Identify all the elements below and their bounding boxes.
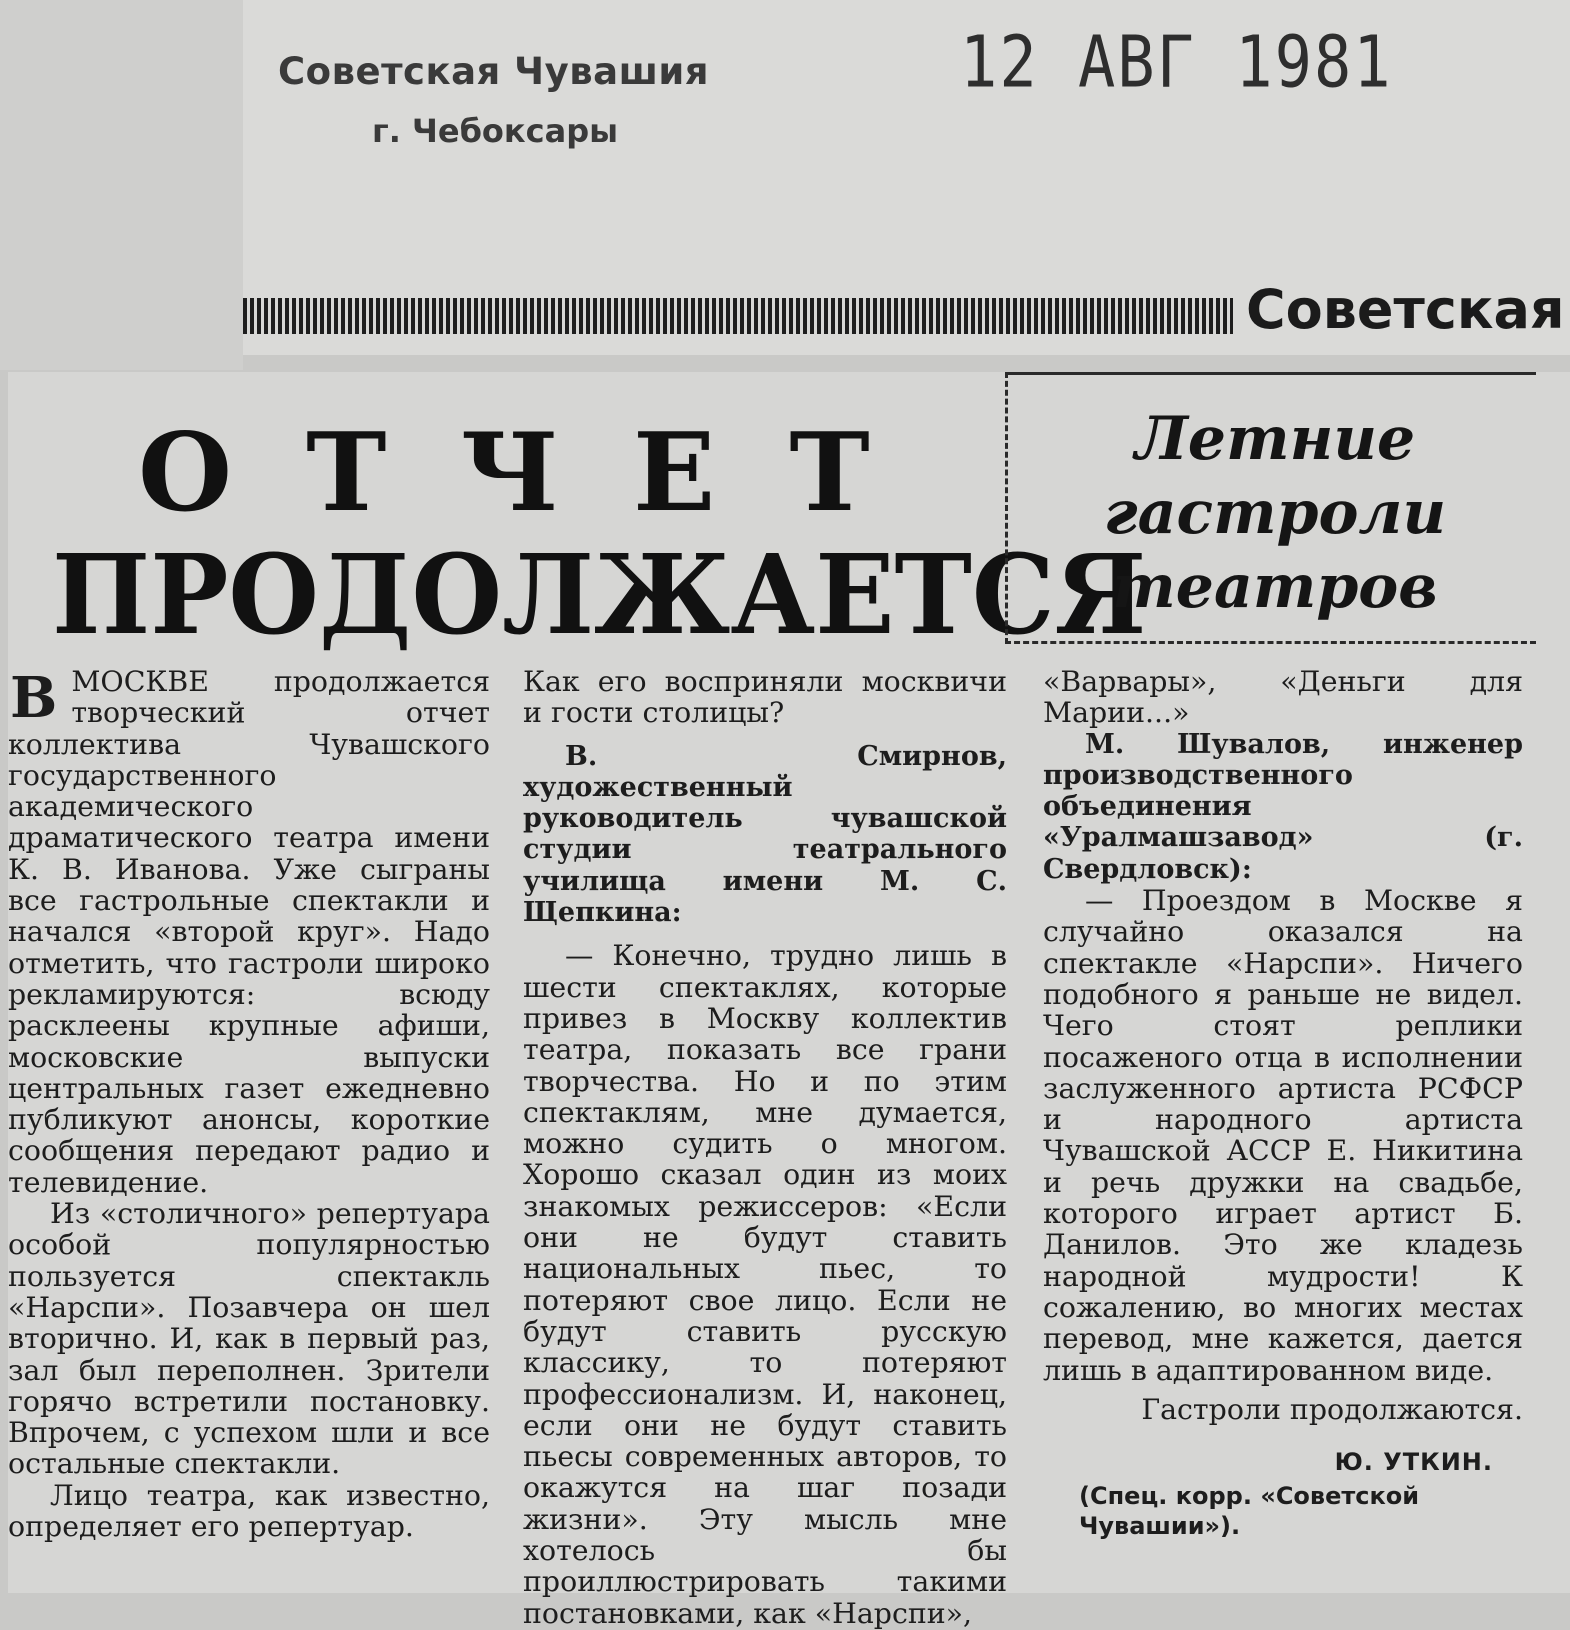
lead-paragraph — [8, 666, 490, 1198]
date-stamp: 12 АВГ 1981 — [960, 20, 1393, 104]
paragraph: Лицо театра, как известно, определяет его репертуар. — [8, 1478, 490, 1544]
headline-line-1: ОТЧЕТ — [138, 410, 944, 536]
paragraph: Как его восприняли москвичи и гости столицы? — [523, 665, 1007, 730]
source-newspaper-name: Советская Чувашия — [278, 50, 710, 93]
source-city: г. Чебоксары — [372, 112, 619, 150]
closing-line: Гастроли продолжаются. — [1141, 1392, 1523, 1426]
interviewee-intro: М. Шувалов, инженер производственного объединения «Уралмашзавод» (г. Свердловск): — [1043, 728, 1523, 885]
rubric-line-3: театров — [1112, 552, 1438, 622]
lead-text: МОСКВЕ продолжается творческий отчет коллектива Чувашского государственного академического драматического театра имени К. В. Иванова. Уже сыграны все гастрольные спектакли и начался «второй круг». Надо отметить, что гастроли широко рекламируются: всюду расклеены крупные афиши, московские выпуски центральных газет ежедневно публикуют анонсы, короткие сообщения передают радио и телевидение. — [8, 665, 490, 1199]
interviewee-intro: В. Смирнов, художественный руководитель чувашской студии театрального училища имени М. С. Щепкина: — [523, 740, 1007, 929]
author-credit: (Спец. корр. «Советской Чувашии»). — [1079, 1482, 1420, 1541]
author-name: Ю. УТКИН. — [1334, 1448, 1493, 1477]
backing-sheet — [0, 0, 243, 370]
masthead-rule — [243, 298, 1233, 334]
quote-paragraph: — Конечно, трудно лишь в шести спектаклях, которые привез в Москву коллектив театра, показать все грани творчества. Но и по этим спектаклям, мне думается, можно судить о многом. Хорошо сказал один из моих знакомых режиссеров: «Если они не будут ставить национальных пьес, то потеряют свое лицо. Если не будут ставить русскую классику, то потеряют профессионализм. И, наконец, если они не будут ставить пьесы современных авторов, то окажутся на шаг позади жизни». Эту мысль мне хотелось бы проиллюстрировать такими постановками, как «Нарспи», — [523, 939, 1007, 1630]
rubric-title — [1020, 402, 1530, 624]
quote-paragraph: — Проездом в Москве я случайно оказался на спектакле «Нарспи». Ничего подобного я раньше не видел. Чего стоят реплики посаженого отца в исполнении заслуженного артиста РСФСР и народного артиста Чувашской АССР Е. Никитина и речь дружки на свадьбе, которого играет артист Б. Данилов. Это же кладезь народной мудрости! К сожалению, во многих местах перевод, мне кажется, дается лишь в адаптированном виде. — [1043, 884, 1523, 1387]
article-column-2 — [523, 666, 1007, 1629]
rubric-line-2: гастроли — [1103, 478, 1447, 548]
article-column-1 — [8, 666, 490, 1542]
drop-cap: В — [10, 665, 58, 731]
rubric-line-1: Летние — [1134, 404, 1416, 474]
article-column-3 — [1043, 666, 1523, 1541]
paragraph: Из «столичного» репертуара особой популярностью пользуется спектакль «Нарспи». Позавчера он шел вторично. И, как в первый раз, зал был переполнен. Зрители горячо встретили постановку. Впрочем, с успехом шли и все остальные спектакли. — [8, 1197, 490, 1481]
masthead-fragment: Советская — [1246, 278, 1565, 341]
headline-line-2: ПРОДОЛЖАЕТСЯ — [52, 530, 1147, 660]
paragraph: «Варвары», «Деньги для Марии...» — [1043, 665, 1523, 730]
